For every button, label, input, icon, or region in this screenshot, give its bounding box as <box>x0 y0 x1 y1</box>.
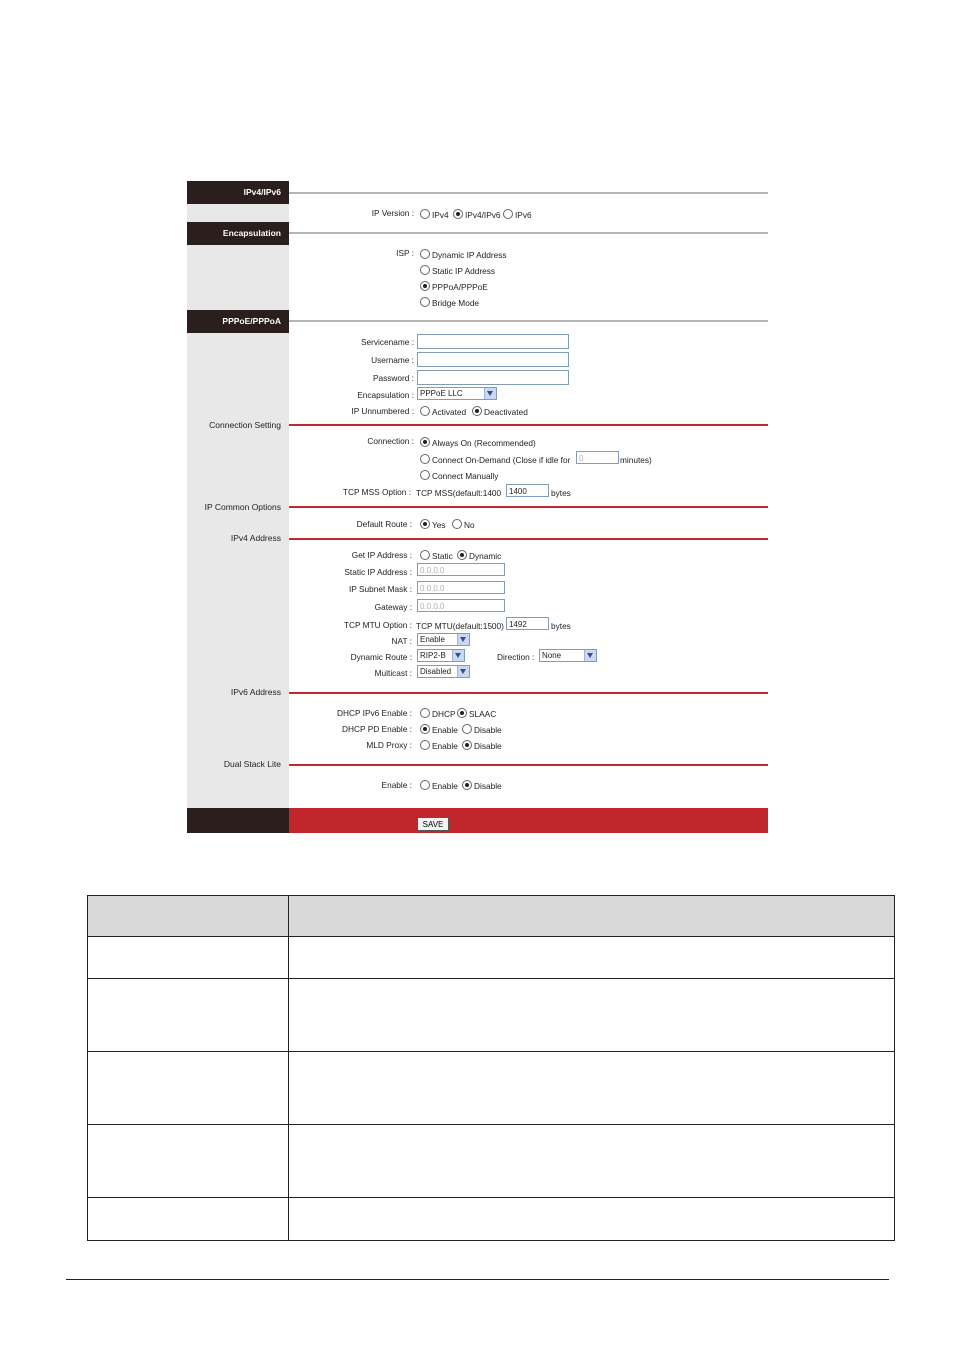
divider <box>289 506 768 508</box>
tcp-mss-label: TCP MSS Option : <box>342 487 411 497</box>
tcp-mss-unit: bytes <box>551 488 571 498</box>
section-ipv6-address: IPv6 Address <box>230 687 281 697</box>
subnet-mask-label: IP Subnet Mask : <box>348 584 412 594</box>
divider <box>289 232 768 234</box>
isp-static-radio[interactable] <box>420 265 430 275</box>
multicast-select[interactable] <box>417 665 470 678</box>
mld-disable-radio[interactable] <box>462 740 472 750</box>
table-cell <box>88 1198 289 1241</box>
dhcp-ipv6-slaac-radio[interactable] <box>457 708 467 718</box>
unnumbered-activated-radio[interactable] <box>420 406 430 416</box>
page-footer-rule <box>66 1279 889 1280</box>
table-cell <box>289 937 895 979</box>
wan-settings-panel <box>187 181 768 833</box>
dhcp-ipv6-slaac-label: SLAAC <box>469 709 497 719</box>
ip-version-ipv4-radio[interactable] <box>420 209 430 219</box>
idle-minutes-input[interactable]: 0 <box>576 451 619 464</box>
section-dual-stack-lite: Dual Stack Lite <box>223 759 281 769</box>
section-sidebar <box>187 181 289 808</box>
divider <box>289 538 768 540</box>
dhcp-pd-label: DHCP PD Enable : <box>342 724 412 734</box>
encapsulation-label: Encapsulation : <box>357 390 414 400</box>
get-ip-dynamic-label: Dynamic <box>469 551 502 561</box>
tcp-mtu-default-text: TCP MTU(default:1500) <box>416 621 504 631</box>
mld-proxy-label: MLD Proxy : <box>366 740 412 750</box>
section-header-ipv4ipv6: IPv4/IPv6 <box>187 181 289 204</box>
get-ip-static-label: Static <box>432 551 453 561</box>
table-cell <box>289 1198 895 1241</box>
default-route-no-radio[interactable] <box>452 519 462 529</box>
encapsulation-select[interactable] <box>417 387 497 400</box>
isp-dynamic-label: Dynamic IP Address <box>432 250 507 260</box>
section-ipv4-address: IPv4 Address <box>230 533 281 543</box>
isp-pppoe-radio[interactable] <box>420 281 430 291</box>
description-table <box>87 895 895 1241</box>
username-input[interactable] <box>417 352 569 367</box>
divider <box>289 192 768 194</box>
dhcp-ipv6-dhcp-label: DHCP <box>432 709 456 719</box>
dhcp-pd-enable-label: Enable <box>432 725 458 735</box>
table-row <box>88 979 895 1052</box>
gateway-input[interactable]: 0.0.0.0 <box>417 599 505 612</box>
unnumbered-activated-label: Activated <box>432 407 467 417</box>
table-cell <box>88 1125 289 1198</box>
get-ip-label: Get IP Address : <box>351 550 412 560</box>
connection-manual-label: Connect Manually <box>432 471 499 481</box>
username-label: Username : <box>371 355 414 365</box>
ip-version-ipv4ipv6-label: IPv4/IPv6 <box>465 210 501 220</box>
isp-pppoe-label: PPPoA/PPPoE <box>432 282 488 292</box>
connection-label: Connection : <box>367 436 414 446</box>
password-input[interactable] <box>417 370 569 385</box>
table-row <box>88 937 895 979</box>
default-route-yes-radio[interactable] <box>420 519 430 529</box>
tcp-mss-input[interactable]: 1400 <box>506 484 549 497</box>
ip-version-ipv4ipv6-radio[interactable] <box>453 209 463 219</box>
multicast-value: Disabled <box>420 667 452 676</box>
chevron-down-icon <box>457 666 469 677</box>
password-label: Password : <box>372 373 414 383</box>
mld-disable-label: Disable <box>474 741 502 751</box>
table-cell <box>289 1052 895 1125</box>
dhcp-pd-disable-radio[interactable] <box>462 724 472 734</box>
multicast-label: Multicast : <box>374 668 412 678</box>
dhcp-ipv6-dhcp-radio[interactable] <box>420 708 430 718</box>
nat-value: Enable <box>420 635 445 644</box>
divider <box>289 320 768 322</box>
static-ip-label: Static IP Address : <box>344 567 412 577</box>
dslite-disable-option-label: Disable <box>474 781 502 791</box>
default-route-label: Default Route : <box>356 519 412 529</box>
table-cell <box>88 1052 289 1125</box>
table-header-row <box>88 896 895 937</box>
connection-always-on-label: Always On (Recommended) <box>432 438 536 448</box>
mld-enable-label: Enable <box>432 741 458 751</box>
table-row <box>88 1052 895 1125</box>
direction-select[interactable] <box>539 649 597 662</box>
isp-bridge-radio[interactable] <box>420 297 430 307</box>
servicename-input[interactable] <box>417 334 569 349</box>
connection-on-demand-label: Connect On-Demand (Close if idle for <box>432 455 571 465</box>
dynamic-route-label: Dynamic Route : <box>350 652 412 662</box>
section-header-pppoe: PPPoE/PPPoA <box>187 310 289 333</box>
static-ip-input[interactable]: 0.0.0.0 <box>417 563 505 576</box>
section-connection-setting: Connection Setting <box>209 420 281 430</box>
chevron-down-icon <box>584 650 596 661</box>
table-cell <box>289 979 895 1052</box>
isp-static-label: Static IP Address <box>432 266 496 276</box>
tcp-mss-default-text: TCP MSS(default:1400 <box>416 488 502 498</box>
default-route-no-label: No <box>464 520 475 530</box>
encapsulation-value: PPPoE LLC <box>420 389 463 398</box>
dhcp-ipv6-label: DHCP IPv6 Enable : <box>336 708 412 718</box>
section-ip-common: IP Common Options <box>204 502 281 512</box>
get-ip-dynamic-radio[interactable] <box>457 550 467 560</box>
ip-unnumbered-label: IP Unnumbered : <box>351 406 414 416</box>
default-route-yes-label: Yes <box>432 520 446 530</box>
connection-always-on-radio[interactable] <box>420 437 430 447</box>
servicename-label: Servicename : <box>360 337 414 347</box>
direction-value: None <box>542 651 562 660</box>
table-cell <box>88 937 289 979</box>
dhcp-pd-enable-radio[interactable] <box>420 724 430 734</box>
mld-enable-radio[interactable] <box>420 740 430 750</box>
ip-version-ipv6-radio[interactable] <box>503 209 513 219</box>
isp-bridge-label: Bridge Mode <box>432 298 480 308</box>
ip-version-label: IP Version : <box>371 208 414 218</box>
get-ip-static-radio[interactable] <box>420 550 430 560</box>
ip-version-ipv4-label: IPv4 <box>432 210 449 220</box>
ip-version-ipv6-label: IPv6 <box>515 210 532 220</box>
chevron-down-icon <box>452 650 464 661</box>
footer-bar-left <box>187 808 289 833</box>
divider <box>289 692 768 694</box>
dynamic-route-select[interactable] <box>417 649 465 662</box>
tcp-mtu-label: TCP MTU Option : <box>343 620 412 630</box>
dynamic-route-value: RIP2-B <box>420 651 446 660</box>
chevron-down-icon <box>457 634 469 645</box>
tcp-mtu-input[interactable]: 1492 <box>506 617 549 630</box>
table-row <box>88 1125 895 1198</box>
subnet-mask-input[interactable]: 0.0.0.0 <box>417 581 505 594</box>
connection-manual-radio[interactable] <box>420 470 430 480</box>
connection-on-demand-radio[interactable] <box>420 454 430 464</box>
table-cell <box>289 896 895 937</box>
dslite-disable-radio[interactable] <box>462 780 472 790</box>
isp-label: ISP : <box>396 248 414 258</box>
direction-label: Direction : <box>497 652 535 662</box>
unnumbered-deactivated-label: Deactivated <box>484 407 528 417</box>
chevron-down-icon <box>484 388 496 399</box>
dhcp-pd-disable-label: Disable <box>474 725 502 735</box>
table-cell <box>88 896 289 937</box>
tcp-mtu-unit: bytes <box>551 621 571 631</box>
divider <box>289 424 768 426</box>
nat-select[interactable] <box>417 633 470 646</box>
section-header-encapsulation: Encapsulation <box>187 222 289 245</box>
divider <box>289 764 768 766</box>
dslite-enable-label: Enable : <box>381 780 412 790</box>
save-button[interactable]: SAVE <box>417 817 449 831</box>
minutes-label: minutes) <box>620 455 652 465</box>
footer-bar <box>289 808 768 833</box>
dslite-enable-radio[interactable] <box>420 780 430 790</box>
table-cell <box>289 1125 895 1198</box>
dslite-enable-option-label: Enable <box>432 781 458 791</box>
nat-label: NAT : <box>391 636 412 646</box>
table-cell <box>88 979 289 1052</box>
gateway-label: Gateway : <box>374 602 412 612</box>
unnumbered-deactivated-radio[interactable] <box>472 406 482 416</box>
isp-dynamic-radio[interactable] <box>420 249 430 259</box>
table-row <box>88 1198 895 1241</box>
